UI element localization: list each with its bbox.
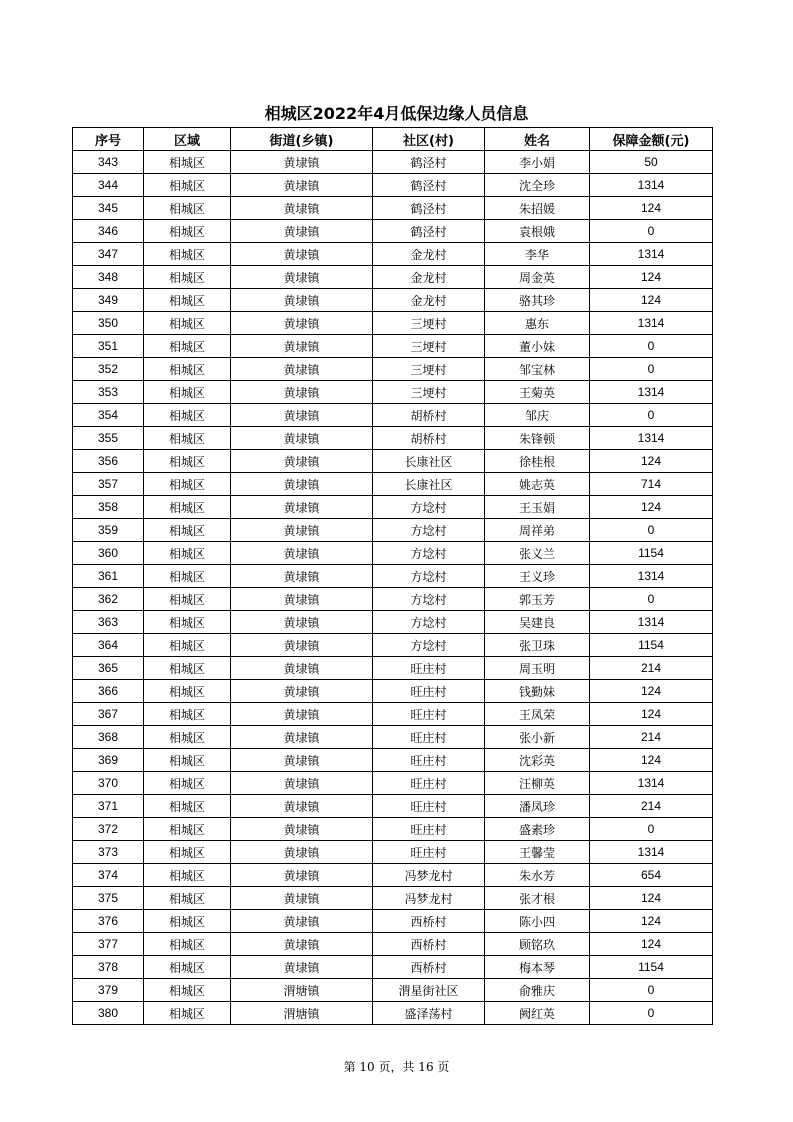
cell-amount: 124 xyxy=(590,910,713,933)
cell-street: 黄埭镇 xyxy=(231,473,373,496)
cell-community: 金龙村 xyxy=(373,266,485,289)
table-row xyxy=(73,358,713,381)
cell-amount: 0 xyxy=(590,818,713,841)
cell-district: 相城区 xyxy=(144,473,231,496)
cell-index: 352 xyxy=(73,358,144,381)
cell-district: 相城区 xyxy=(144,542,231,565)
cell-amount: 124 xyxy=(590,496,713,519)
table-header-row xyxy=(73,128,713,151)
cell-amount: 0 xyxy=(590,335,713,358)
cell-index: 362 xyxy=(73,588,144,611)
cell-district: 相城区 xyxy=(144,220,231,243)
cell-district: 相城区 xyxy=(144,979,231,1002)
cell-community: 三埂村 xyxy=(373,335,485,358)
table-row xyxy=(73,588,713,611)
cell-amount: 0 xyxy=(590,358,713,381)
column-header-amount: 保障金额(元) xyxy=(590,128,713,151)
cell-community: 冯梦龙村 xyxy=(373,864,485,887)
cell-street: 黄埭镇 xyxy=(231,657,373,680)
cell-name: 骆其珍 xyxy=(485,289,590,312)
cell-street: 黄埭镇 xyxy=(231,427,373,450)
cell-amount: 0 xyxy=(590,979,713,1002)
cell-name: 朱水芳 xyxy=(485,864,590,887)
cell-index: 351 xyxy=(73,335,144,358)
cell-street: 黄埭镇 xyxy=(231,634,373,657)
cell-district: 相城区 xyxy=(144,841,231,864)
cell-district: 相城区 xyxy=(144,818,231,841)
cell-index: 376 xyxy=(73,910,144,933)
cell-street: 黄埭镇 xyxy=(231,933,373,956)
cell-community: 旺庄村 xyxy=(373,680,485,703)
cell-street: 黄埭镇 xyxy=(231,588,373,611)
cell-name: 周祥弟 xyxy=(485,519,590,542)
cell-name: 吴建良 xyxy=(485,611,590,634)
cell-district: 相城区 xyxy=(144,772,231,795)
cell-community: 胡桥村 xyxy=(373,404,485,427)
cell-amount: 1314 xyxy=(590,772,713,795)
table-row xyxy=(73,864,713,887)
cell-street: 黄埭镇 xyxy=(231,381,373,404)
cell-amount: 214 xyxy=(590,795,713,818)
table-row xyxy=(73,611,713,634)
cell-name: 张小新 xyxy=(485,726,590,749)
table-row xyxy=(73,772,713,795)
table-row xyxy=(73,427,713,450)
cell-index: 364 xyxy=(73,634,144,657)
cell-amount: 124 xyxy=(590,887,713,910)
cell-name: 钱勤妹 xyxy=(485,680,590,703)
cell-community: 西桥村 xyxy=(373,910,485,933)
cell-name: 张卫珠 xyxy=(485,634,590,657)
cell-amount: 124 xyxy=(590,266,713,289)
cell-index: 367 xyxy=(73,703,144,726)
cell-street: 黄埭镇 xyxy=(231,312,373,335)
cell-community: 旺庄村 xyxy=(373,795,485,818)
cell-name: 王凤荣 xyxy=(485,703,590,726)
cell-amount: 1314 xyxy=(590,565,713,588)
cell-street: 黄埭镇 xyxy=(231,450,373,473)
cell-amount: 1314 xyxy=(590,174,713,197)
table-row xyxy=(73,450,713,473)
cell-district: 相城区 xyxy=(144,795,231,818)
cell-community: 旺庄村 xyxy=(373,818,485,841)
cell-district: 相城区 xyxy=(144,910,231,933)
cell-community: 方埝村 xyxy=(373,496,485,519)
cell-index: 348 xyxy=(73,266,144,289)
cell-index: 379 xyxy=(73,979,144,1002)
cell-community: 方埝村 xyxy=(373,611,485,634)
cell-amount: 214 xyxy=(590,657,713,680)
cell-amount: 124 xyxy=(590,703,713,726)
cell-index: 346 xyxy=(73,220,144,243)
table-row xyxy=(73,404,713,427)
cell-amount: 0 xyxy=(590,588,713,611)
cell-district: 相城区 xyxy=(144,1002,231,1025)
cell-street: 黄埭镇 xyxy=(231,542,373,565)
table-body xyxy=(73,151,713,1025)
cell-amount: 1314 xyxy=(590,611,713,634)
cell-index: 373 xyxy=(73,841,144,864)
cell-district: 相城区 xyxy=(144,335,231,358)
table-row xyxy=(73,174,713,197)
cell-index: 350 xyxy=(73,312,144,335)
cell-street: 黄埭镇 xyxy=(231,404,373,427)
cell-community: 方埝村 xyxy=(373,519,485,542)
cell-index: 372 xyxy=(73,818,144,841)
table-row xyxy=(73,289,713,312)
cell-name: 张才根 xyxy=(485,887,590,910)
cell-index: 343 xyxy=(73,151,144,174)
cell-district: 相城区 xyxy=(144,864,231,887)
cell-name: 周金英 xyxy=(485,266,590,289)
table-row xyxy=(73,818,713,841)
table-row xyxy=(73,197,713,220)
cell-community: 盛泽荡村 xyxy=(373,1002,485,1025)
column-header-community: 社区(村) xyxy=(373,128,485,151)
cell-street: 黄埭镇 xyxy=(231,243,373,266)
cell-name: 徐桂根 xyxy=(485,450,590,473)
cell-community: 鹤泾村 xyxy=(373,220,485,243)
cell-community: 金龙村 xyxy=(373,243,485,266)
cell-district: 相城区 xyxy=(144,565,231,588)
cell-index: 366 xyxy=(73,680,144,703)
cell-amount: 124 xyxy=(590,680,713,703)
table-row xyxy=(73,151,713,174)
cell-street: 黄埭镇 xyxy=(231,358,373,381)
cell-name: 周玉明 xyxy=(485,657,590,680)
cell-district: 相城区 xyxy=(144,726,231,749)
cell-index: 345 xyxy=(73,197,144,220)
cell-district: 相城区 xyxy=(144,243,231,266)
cell-community: 鹤泾村 xyxy=(373,151,485,174)
table-row xyxy=(73,703,713,726)
cell-name: 沈全珍 xyxy=(485,174,590,197)
table-row xyxy=(73,910,713,933)
cell-name: 俞雅庆 xyxy=(485,979,590,1002)
cell-amount: 214 xyxy=(590,726,713,749)
cell-street: 黄埭镇 xyxy=(231,197,373,220)
cell-community: 三埂村 xyxy=(373,358,485,381)
cell-district: 相城区 xyxy=(144,496,231,519)
table-row xyxy=(73,312,713,335)
cell-district: 相城区 xyxy=(144,381,231,404)
cell-community: 鹤泾村 xyxy=(373,174,485,197)
cell-district: 相城区 xyxy=(144,197,231,220)
cell-community: 方埝村 xyxy=(373,588,485,611)
cell-community: 金龙村 xyxy=(373,289,485,312)
cell-community: 旺庄村 xyxy=(373,772,485,795)
cell-street: 黄埭镇 xyxy=(231,910,373,933)
cell-community: 冯梦龙村 xyxy=(373,887,485,910)
cell-community: 旺庄村 xyxy=(373,749,485,772)
cell-amount: 0 xyxy=(590,1002,713,1025)
cell-name: 张义兰 xyxy=(485,542,590,565)
cell-amount: 50 xyxy=(590,151,713,174)
cell-community: 三埂村 xyxy=(373,381,485,404)
cell-index: 368 xyxy=(73,726,144,749)
cell-street: 黄埭镇 xyxy=(231,496,373,519)
cell-amount: 1154 xyxy=(590,956,713,979)
cell-name: 沈彩英 xyxy=(485,749,590,772)
cell-name: 姚志英 xyxy=(485,473,590,496)
cell-name: 王馨莹 xyxy=(485,841,590,864)
cell-street: 黄埭镇 xyxy=(231,335,373,358)
cell-name: 董小妹 xyxy=(485,335,590,358)
cell-street: 黄埭镇 xyxy=(231,565,373,588)
cell-district: 相城区 xyxy=(144,956,231,979)
table-row xyxy=(73,1002,713,1025)
table-row xyxy=(73,749,713,772)
cell-index: 370 xyxy=(73,772,144,795)
cell-amount: 0 xyxy=(590,519,713,542)
cell-amount: 124 xyxy=(590,289,713,312)
cell-index: 359 xyxy=(73,519,144,542)
cell-district: 相城区 xyxy=(144,151,231,174)
cell-name: 阙红英 xyxy=(485,1002,590,1025)
column-header-name: 姓名 xyxy=(485,128,590,151)
cell-index: 349 xyxy=(73,289,144,312)
table-row xyxy=(73,496,713,519)
page-footer: 第 10 页，共 16 页 xyxy=(343,1060,450,1074)
cell-street: 黄埭镇 xyxy=(231,772,373,795)
table-row xyxy=(73,841,713,864)
cell-index: 369 xyxy=(73,749,144,772)
cell-community: 方埝村 xyxy=(373,634,485,657)
cell-index: 375 xyxy=(73,887,144,910)
cell-amount: 1314 xyxy=(590,841,713,864)
cell-community: 渭星街社区 xyxy=(373,979,485,1002)
cell-amount: 1154 xyxy=(590,542,713,565)
cell-index: 353 xyxy=(73,381,144,404)
cell-street: 黄埭镇 xyxy=(231,749,373,772)
cell-index: 371 xyxy=(73,795,144,818)
cell-index: 347 xyxy=(73,243,144,266)
cell-name: 惠东 xyxy=(485,312,590,335)
cell-index: 354 xyxy=(73,404,144,427)
cell-name: 李小娟 xyxy=(485,151,590,174)
table-row xyxy=(73,335,713,358)
cell-street: 黄埭镇 xyxy=(231,703,373,726)
cell-community: 长康社区 xyxy=(373,473,485,496)
cell-amount: 654 xyxy=(590,864,713,887)
cell-community: 鹤泾村 xyxy=(373,197,485,220)
table-row xyxy=(73,381,713,404)
cell-name: 袁根娥 xyxy=(485,220,590,243)
cell-name: 李华 xyxy=(485,243,590,266)
cell-amount: 1314 xyxy=(590,381,713,404)
cell-amount: 1314 xyxy=(590,427,713,450)
cell-amount: 124 xyxy=(590,450,713,473)
cell-name: 汪柳英 xyxy=(485,772,590,795)
cell-street: 渭塘镇 xyxy=(231,1002,373,1025)
table-row xyxy=(73,542,713,565)
table-row xyxy=(73,657,713,680)
cell-index: 361 xyxy=(73,565,144,588)
cell-district: 相城区 xyxy=(144,519,231,542)
cell-street: 黄埭镇 xyxy=(231,864,373,887)
cell-street: 黄埭镇 xyxy=(231,841,373,864)
cell-index: 356 xyxy=(73,450,144,473)
cell-amount: 1314 xyxy=(590,312,713,335)
cell-community: 旺庄村 xyxy=(373,841,485,864)
cell-street: 黄埭镇 xyxy=(231,519,373,542)
cell-district: 相城区 xyxy=(144,657,231,680)
cell-community: 西桥村 xyxy=(373,956,485,979)
cell-district: 相城区 xyxy=(144,266,231,289)
cell-amount: 1154 xyxy=(590,634,713,657)
cell-district: 相城区 xyxy=(144,634,231,657)
cell-name: 王菊英 xyxy=(485,381,590,404)
cell-index: 358 xyxy=(73,496,144,519)
table-row xyxy=(73,634,713,657)
cell-street: 渭塘镇 xyxy=(231,979,373,1002)
cell-street: 黄埭镇 xyxy=(231,795,373,818)
cell-index: 380 xyxy=(73,1002,144,1025)
column-header-street: 街道(乡镇) xyxy=(231,128,373,151)
cell-name: 朱招媛 xyxy=(485,197,590,220)
cell-community: 三埂村 xyxy=(373,312,485,335)
cell-amount: 714 xyxy=(590,473,713,496)
table-row xyxy=(73,220,713,243)
cell-amount: 0 xyxy=(590,404,713,427)
cell-street: 黄埭镇 xyxy=(231,726,373,749)
cell-name: 邹庆 xyxy=(485,404,590,427)
cell-index: 344 xyxy=(73,174,144,197)
cell-name: 朱锋顿 xyxy=(485,427,590,450)
table-row xyxy=(73,979,713,1002)
cell-name: 邹宝林 xyxy=(485,358,590,381)
cell-index: 355 xyxy=(73,427,144,450)
cell-district: 相城区 xyxy=(144,588,231,611)
cell-street: 黄埭镇 xyxy=(231,151,373,174)
cell-district: 相城区 xyxy=(144,887,231,910)
cell-district: 相城区 xyxy=(144,703,231,726)
cell-street: 黄埭镇 xyxy=(231,611,373,634)
table-row xyxy=(73,726,713,749)
cell-district: 相城区 xyxy=(144,358,231,381)
cell-community: 旺庄村 xyxy=(373,657,485,680)
cell-name: 潘凤珍 xyxy=(485,795,590,818)
cell-name: 盛素珍 xyxy=(485,818,590,841)
table-row xyxy=(73,473,713,496)
cell-district: 相城区 xyxy=(144,289,231,312)
cell-amount: 1314 xyxy=(590,243,713,266)
cell-street: 黄埭镇 xyxy=(231,680,373,703)
cell-street: 黄埭镇 xyxy=(231,266,373,289)
cell-street: 黄埭镇 xyxy=(231,887,373,910)
cell-amount: 124 xyxy=(590,749,713,772)
cell-district: 相城区 xyxy=(144,749,231,772)
cell-district: 相城区 xyxy=(144,427,231,450)
table-row xyxy=(73,519,713,542)
cell-index: 365 xyxy=(73,657,144,680)
cell-community: 旺庄村 xyxy=(373,703,485,726)
column-header-district: 区域 xyxy=(144,128,231,151)
table-row xyxy=(73,565,713,588)
cell-district: 相城区 xyxy=(144,680,231,703)
table-row xyxy=(73,887,713,910)
cell-street: 黄埭镇 xyxy=(231,818,373,841)
cell-street: 黄埭镇 xyxy=(231,220,373,243)
table-row xyxy=(73,680,713,703)
cell-index: 363 xyxy=(73,611,144,634)
cell-community: 胡桥村 xyxy=(373,427,485,450)
cell-street: 黄埭镇 xyxy=(231,956,373,979)
table-row xyxy=(73,266,713,289)
cell-community: 长康社区 xyxy=(373,450,485,473)
cell-index: 377 xyxy=(73,933,144,956)
cell-community: 旺庄村 xyxy=(373,726,485,749)
cell-index: 374 xyxy=(73,864,144,887)
table-row xyxy=(73,933,713,956)
cell-amount: 124 xyxy=(590,197,713,220)
cell-district: 相城区 xyxy=(144,404,231,427)
cell-amount: 0 xyxy=(590,220,713,243)
cell-street: 黄埭镇 xyxy=(231,289,373,312)
cell-district: 相城区 xyxy=(144,312,231,335)
cell-name: 梅本琴 xyxy=(485,956,590,979)
cell-community: 方埝村 xyxy=(373,542,485,565)
table-row xyxy=(73,956,713,979)
cell-name: 王玉娟 xyxy=(485,496,590,519)
cell-district: 相城区 xyxy=(144,933,231,956)
cell-name: 陈小四 xyxy=(485,910,590,933)
cell-index: 378 xyxy=(73,956,144,979)
cell-district: 相城区 xyxy=(144,450,231,473)
cell-district: 相城区 xyxy=(144,174,231,197)
cell-name: 王义珍 xyxy=(485,565,590,588)
cell-district: 相城区 xyxy=(144,611,231,634)
cell-community: 方埝村 xyxy=(373,565,485,588)
cell-street: 黄埭镇 xyxy=(231,174,373,197)
table-row xyxy=(73,243,713,266)
cell-amount: 124 xyxy=(590,933,713,956)
cell-name: 顾铭玖 xyxy=(485,933,590,956)
column-header-index: 序号 xyxy=(73,128,144,151)
table-row xyxy=(73,795,713,818)
data-table xyxy=(72,127,713,1025)
cell-index: 357 xyxy=(73,473,144,496)
page-title: 相城区2022年4月低保边缘人员信息 xyxy=(264,104,529,123)
cell-index: 360 xyxy=(73,542,144,565)
cell-community: 西桥村 xyxy=(373,933,485,956)
cell-name: 郭玉芳 xyxy=(485,588,590,611)
